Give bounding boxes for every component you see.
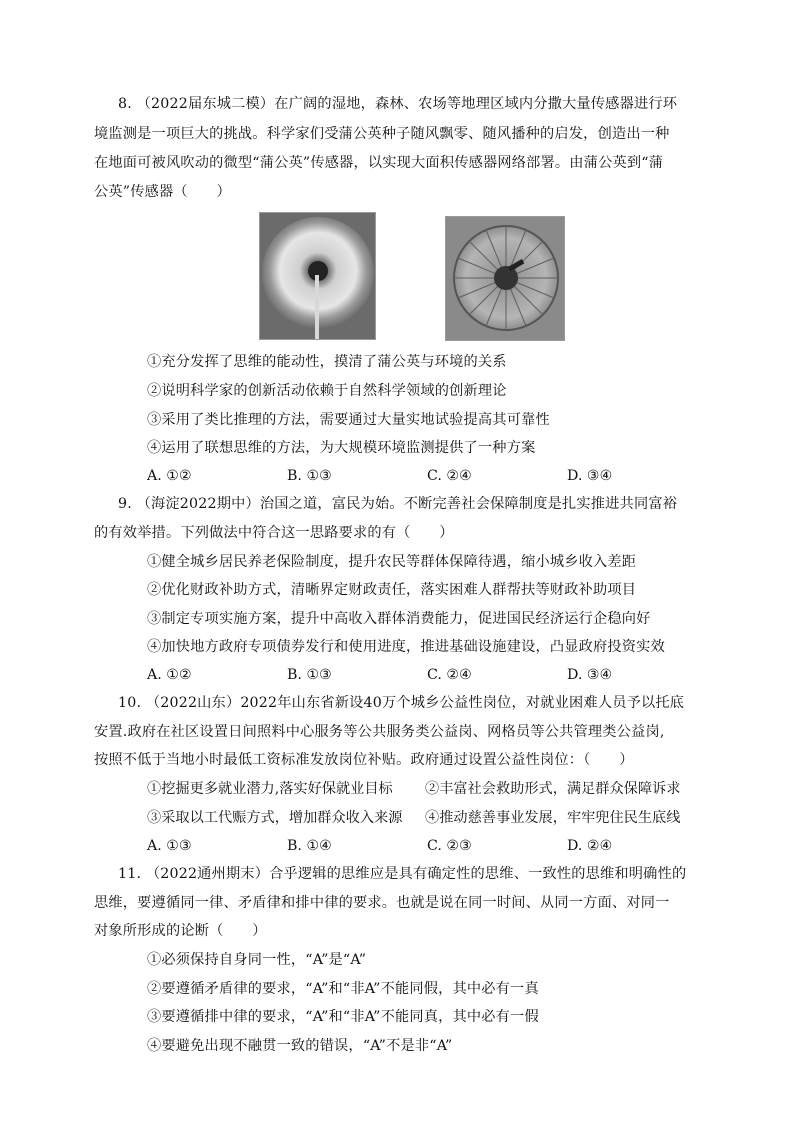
question-11-statement-4: ④要避免出现不融贯一致的错误，“A”不是非“A” xyxy=(147,1038,453,1054)
question-10-statements-row-2 xyxy=(147,808,687,828)
question-9-line-1: 9. （海淀2022期中）治国之道，富民为始。不断完善社会保障制度是扎实推进共同富裕 xyxy=(118,496,678,512)
question-10-statement-1: ①挖掘更多就业潜力,落实好保就业目标 xyxy=(147,781,393,797)
question-11-line-2: 思维，要遵循同一律、矛盾律和排中律的要求。也就是说在同一时间、从同一方面、对同一 xyxy=(94,895,670,911)
option-d[interactable]: D. ②④ xyxy=(567,838,613,854)
question-8-statement-2: ②说明科学家的创新活动依赖于自然科学领域的创新理论 xyxy=(147,383,507,399)
question-9-line-2: 的有效举措。下列做法中符合这一思路要求的有（ ） xyxy=(94,525,454,541)
question-11-statement-3: ③要遵循排中律的要求，“A”和“非A”不能同真，其中必有一假 xyxy=(147,1009,539,1025)
question-11-line-3: 对象所形成的论断（ ） xyxy=(94,923,267,939)
question-10-statement-3: ③采取以工代赈方式，增加群众收入来源 xyxy=(147,810,403,826)
question-10-statement-4: ④推动慈善事业发展，牢牢兜住民生底线 xyxy=(425,810,681,826)
question-9-statement-4: ④加快地方政府专项债券发行和使用进度，推进基础设施建设，凸显政府投资实效 xyxy=(147,639,665,655)
question-11-statement-2: ②要遵循矛盾律的要求，“A”和“非A”不能同假，其中必有一真 xyxy=(147,981,539,997)
question-8-statement-3: ③采用了类比推理的方法，需要通过大量实地试验提高其可靠性 xyxy=(147,412,550,428)
question-8-line-3: 在地面可被风吹动的微型“蒲公英”传感器，以实现大面积传感器网络部署。由蒲公英到“蒲 xyxy=(94,155,664,171)
question-9-statement-2: ②优化财政补助方式，清晰界定财政责任，落实困难人群帮扶等财政补助项目 xyxy=(147,582,637,598)
question-8-line-4: 公英”传感器（ ） xyxy=(94,184,231,200)
question-10-options xyxy=(147,836,687,856)
option-b[interactable]: B. ①④ xyxy=(287,838,332,854)
question-10-statement-2: ②丰富社会救助形式，满足群众保障诉求 xyxy=(425,781,681,797)
dandelion-photo xyxy=(259,212,376,340)
question-9-statement-3: ③制定专项实施方案，提升中高收入群体消费能力，促进国民经济运行企稳向好 xyxy=(147,611,651,627)
option-a[interactable]: A. ①② xyxy=(147,468,192,484)
question-10-line-1: 10. （2022山东）2022年山东省新设40万个城乡公益性岗位，对就业困难人员予以托底 xyxy=(118,695,685,711)
option-a[interactable]: A. ①② xyxy=(147,667,192,683)
option-c[interactable]: C. ②④ xyxy=(427,468,472,484)
question-9-options xyxy=(147,665,687,685)
question-10-statements-row-1 xyxy=(147,779,687,799)
question-11-statement-1: ①必须保持自身同一性，“A”是“A” xyxy=(147,952,367,968)
question-10-line-3: 按照不低于当地小时最低工资标准发放岗位补贴。政府通过设置公益性岗位：（ ） xyxy=(94,752,634,768)
question-10-line-2: 安置.政府在社区设置日间照料中心服务等公共服务类公益岗、网格员等公共管理类公益岗, xyxy=(94,724,665,740)
question-8-statement-4: ④运用了联想思维的方法，为大规模环境监测提供了一种方案 xyxy=(147,440,536,456)
question-8-options xyxy=(147,466,687,486)
question-11-line-1: 11. （2022通州期末）合乎逻辑的思维应是具有确定性的思维、一致性的思维和明确性的 xyxy=(118,866,687,882)
option-b[interactable]: B. ①③ xyxy=(287,468,332,484)
option-c[interactable]: C. ②④ xyxy=(427,667,472,683)
sensor-photo xyxy=(445,216,565,341)
option-c[interactable]: C. ②③ xyxy=(427,838,472,854)
option-b[interactable]: B. ①③ xyxy=(287,667,332,683)
question-8-line-1: 8. （2022届东城二模）在广阔的湿地，森林、农场等地理区域内分撒大量传感器进行环 xyxy=(118,96,678,112)
question-8-statement-1: ①充分发挥了思维的能动性，摸清了蒲公英与环境的关系 xyxy=(147,354,507,370)
option-d[interactable]: D. ③④ xyxy=(567,468,613,484)
question-8-line-2: 境监测是一项巨大的挑战。科学家们受蒲公英种子随风飘零、随风播种的启发，创造出一种 xyxy=(94,126,670,142)
option-a[interactable]: A. ①③ xyxy=(147,838,192,854)
option-d[interactable]: D. ③④ xyxy=(567,667,613,683)
question-9-statement-1: ①健全城乡居民养老保险制度，提升农民等群体保障待遇，缩小城乡收入差距 xyxy=(147,554,637,570)
